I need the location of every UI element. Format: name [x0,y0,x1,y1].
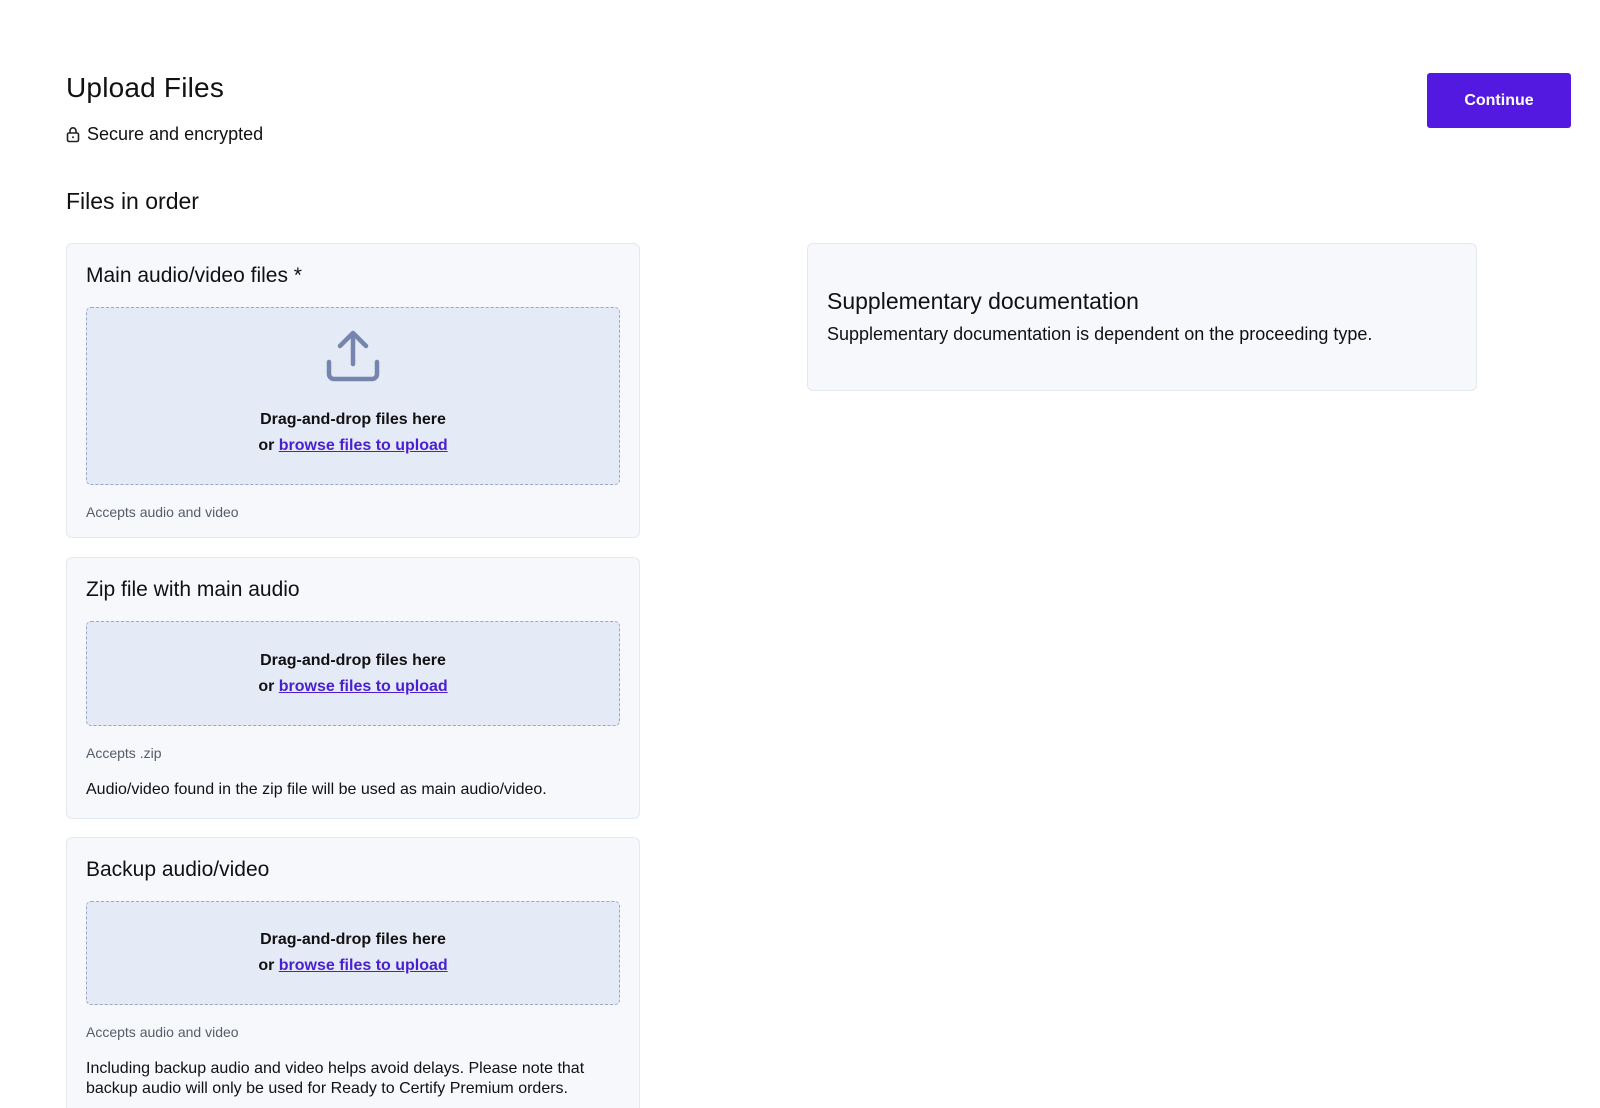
browse-files-link[interactable]: browse files to upload [278,436,448,454]
upload-icon [325,328,381,389]
dropzone-or-text: or [258,957,275,974]
secure-label: Secure and encrypted [87,124,264,144]
dropzone-browse-line [258,953,447,979]
dropzone-or-text: or [258,677,275,695]
zip-dropzone[interactable] [86,621,620,726]
browse-files-link[interactable]: browse files to upload [278,957,448,974]
browse-files-link[interactable]: browse files to upload [278,677,448,695]
accepts-label: Accepts audio and video [86,504,239,520]
continue-button[interactable]: Continue [1427,73,1571,128]
zip-file-card [66,557,640,819]
supplementary-description: Supplementary documentation is dependent on the proceeding type. [827,324,1373,344]
card-title: Backup audio/video [86,858,270,881]
secure-indicator [66,124,263,145]
dropzone-drag-text: Drag-and-drop files here [260,651,446,669]
accepts-label: Accepts audio and video [86,1024,239,1040]
dropzone-drag-text: Drag-and-drop files here [260,931,446,948]
supplementary-title: Supplementary documentation [827,288,1139,314]
backup-dropzone[interactable] [86,901,620,1005]
accepts-label: Accepts .zip [86,745,162,761]
main-audio-dropzone[interactable] [86,307,620,485]
main-audio-video-card [66,243,640,538]
files-section-title: Files in order [66,188,199,214]
dropzone-drag-text: Drag-and-drop files here [260,410,446,428]
dropzone-browse-line [258,433,447,459]
card-title: Zip file with main audio [86,578,300,601]
dropzone-or-text: or [258,436,275,454]
dropzone-browse-line [258,674,447,700]
supplementary-documentation-card [807,243,1477,391]
lock-icon [66,126,80,143]
backup-audio-video-card [66,837,640,1108]
page-title: Upload Files [66,72,225,103]
zip-note: Audio/video found in the zip file will be used as main audio/video. [86,781,547,798]
backup-note: Including backup audio and video helps avoid delays. Please note that backup audio will only be used for Ready to Certify Premium orders. [86,1060,585,1097]
card-title: Main audio/video files * [86,264,302,287]
